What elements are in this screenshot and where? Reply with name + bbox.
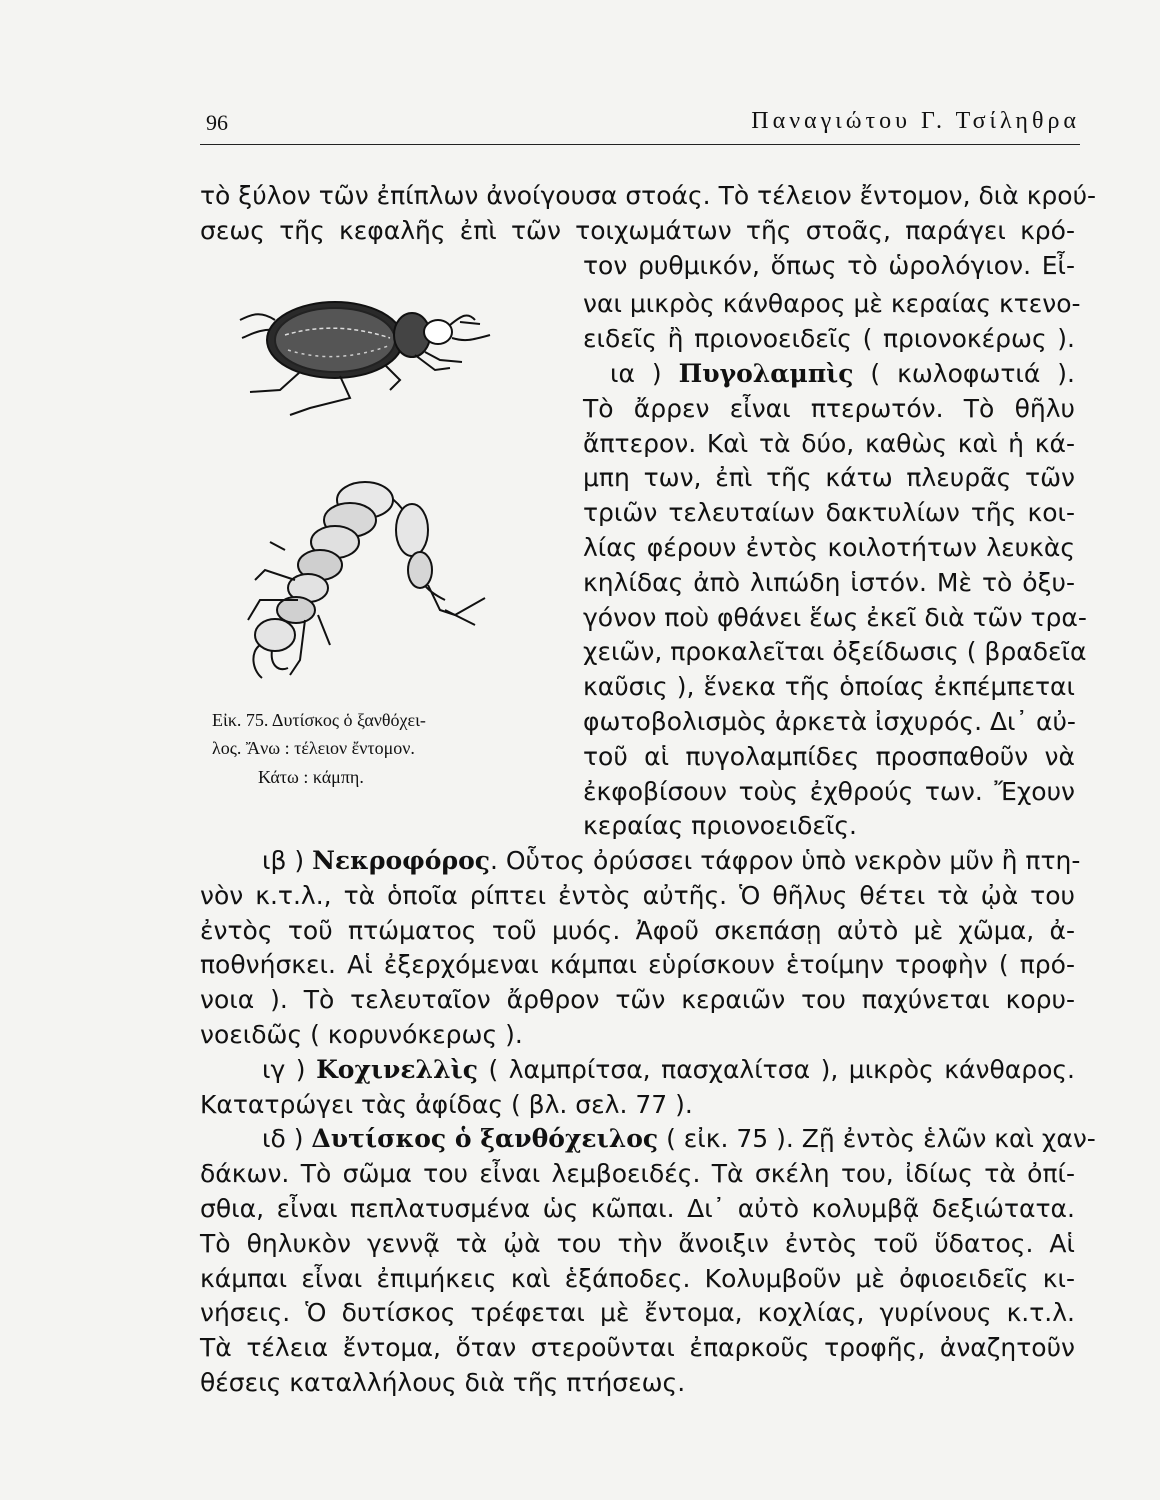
figure-75 (200, 280, 550, 700)
term-kochinellis: Κοχινελλὶς (316, 1055, 478, 1084)
larva-illustration (248, 482, 485, 678)
term-pygolampis: Πυγολαμπὶς (678, 359, 854, 388)
text-line: νὸν κ.τ.λ., τὰ ὁποῖα ρίπτει ἐντὸς αὐτῆς. Ὁ θῆλυς θέτει τὰ ᾠὰ του (200, 881, 1075, 910)
text-line: λίας φέρουν ἐντὸς κοιλοτήτων λευκὰς (583, 533, 1075, 562)
text-line: τον ρυθμικόν, ὅπως τὸ ὡρολόγιον. Εἶ- (583, 251, 1075, 280)
text-line: νήσεις. Ὁ δυτίσκος τρέφεται μὲ ἔντομα, κοχλίας, γυρίνους κ.τ.λ. (200, 1298, 1075, 1327)
section-id-heading: ιδ ) Δυτίσκος ὁ ξανθόχειλος ( εἰκ. 75 ). Ζῇ ἐντὸς ἑλῶν καὶ χαν- (262, 1124, 1096, 1153)
figure-caption-line-2: λος. Ἄνω : τέλειον ἔντομον. (212, 738, 415, 758)
text-line: γόνον ποὺ φθάνει ἕως ἐκεῖ διὰ τῶν τρα- (583, 603, 1087, 632)
page-header (200, 104, 1080, 145)
running-head: Παναγιώτου Γ. Τσίληθρα (751, 108, 1080, 134)
section-ig-heading: ιγ ) Κοχινελλὶς ( λαμπρίτσα, πασχαλίτσα ), μικρὸς κάνθαρος. (262, 1055, 1075, 1084)
text-line: κεραίας πριονοειδεῖς. (583, 811, 857, 840)
text-line: νοειδῶς ( κορυνόκερως ). (200, 1020, 523, 1049)
figure-illustration (200, 280, 550, 700)
text-line: φωτοβολισμὸς ἀρκετὰ ἰσχυρός. Δι᾿ αὐ- (583, 707, 1076, 736)
term-dytiskos: Δυτίσκος ὁ ξανθόχειλος (311, 1124, 659, 1153)
text-line: σθια, εἶναι πεπλατυσμένα ὡς κῶπαι. Δι᾿ αὐτὸ κολυμβᾷ δεξιώτατα. (200, 1194, 1075, 1223)
figure-caption-line-3: Κάτω : κάμπη. (258, 767, 364, 787)
text-line: κάμπαι εἶναι ἐπιμήκεις καὶ ἑξάποδες. Κολυμβοῦν μὲ ὀφιοειδεῖς κι- (200, 1264, 1075, 1293)
text-line: Τὸ θηλυκὸν γεννᾷ τὰ ᾠὰ του τὴν ἄνοιξιν ἐντὸς τοῦ ὕδατος. Αἱ (200, 1229, 1075, 1258)
text-line: θέσεις καταλλήλους διὰ τῆς πτήσεως. (200, 1368, 686, 1397)
text-line: ναι μικρὸς κάνθαρος μὲ κεραίας κτενο- (583, 289, 1081, 318)
text-line: κηλίδας ἀπὸ λιπώδη ἱστόν. Μὲ τὸ ὀξυ- (583, 568, 1075, 597)
text-line: ειδεῖς ἢ πριονοειδεῖς ( πριονοκέρως ). (583, 324, 1075, 353)
text-line: τοῦ αἱ πυγολαμπίδες προσπαθοῦν νὰ (583, 742, 1075, 771)
text-line: καῦσις ), ἕνεκα τῆς ὁποίας ἐκπέμπεται (583, 672, 1075, 701)
text-line: ἐκφοβίσουν τοὺς ἐχθρούς των. Ἔχουν (583, 777, 1075, 806)
text-line: χειῶν, προκαλεῖται ὀξείδωσις ( βραδεῖα (583, 637, 1087, 666)
beetle-illustration (240, 302, 490, 415)
text-line: ἐντὸς τοῦ πτώματος τοῦ μυός. Ἀφοῦ σκεπάσῃ αὐτὸ μὲ χῶμα, ἀ- (200, 916, 1075, 945)
section-ib-heading: ιβ ) Νεκροφόρος. Οὗτος ὀρύσσει τάφρον ὑπὸ νεκρὸν μῦν ἢ πτη- (262, 846, 1081, 875)
text-line: μπη των, ἐπὶ τῆς κάτω πλευρᾶς τῶν (583, 463, 1075, 492)
text-line: σεως τῆς κεφαλῆς ἐπὶ τῶν τοιχωμάτων τῆς στοᾶς, παράγει κρό- (200, 216, 1075, 245)
figure-caption-line-1: Εἰκ. 75. Δυτίσκος ὁ ξανθόχει- (212, 710, 426, 730)
text-line: τὸ ξύλον τῶν ἐπίπλων ἀνοίγουσα στοάς. Τὸ τέλειον ἔντομον, διὰ κρού- (200, 181, 1097, 210)
text-line: Κατατρώγει τὰς ἀφίδας ( βλ. σελ. 77 ). (200, 1090, 693, 1119)
text-line: ποθνήσκει. Αἱ ἐξερχόμεναι κάμπαι εὑρίσκουν ἑτοίμην τροφὴν ( πρό- (200, 950, 1075, 979)
text-line: δάκων. Τὸ σῶμα του εἶναι λεμβοειδές. Τὰ σκέλη του, ἰδίως τὰ ὀπί- (200, 1159, 1075, 1188)
text-line: νοια ). Τὸ τελευταῖον ἄρθρον τῶν κεραιῶν του παχύνεται κορυ- (200, 985, 1075, 1014)
text-line: τριῶν τελευταίων δακτυλίων τῆς κοι- (583, 498, 1075, 527)
section-ia-heading: ια ) Πυγολαμπὶς ( κωλοφωτιά ). (610, 359, 1075, 388)
text-line: Τὸ ἄρρεν εἶναι πτερωτόν. Τὸ θῆλυ (583, 394, 1075, 423)
page-number: 96 (206, 110, 228, 135)
text-line: Τὰ τέλεια ἔντομα, ὅταν στεροῦνται ἐπαρκοῦς τροφῆς, ἀναζητοῦν (200, 1333, 1075, 1362)
term-nekroforos: Νεκροφόρος (312, 846, 490, 875)
text-line: ἄπτερον. Καὶ τὰ δύο, καθὼς καὶ ἡ κά- (583, 429, 1075, 458)
